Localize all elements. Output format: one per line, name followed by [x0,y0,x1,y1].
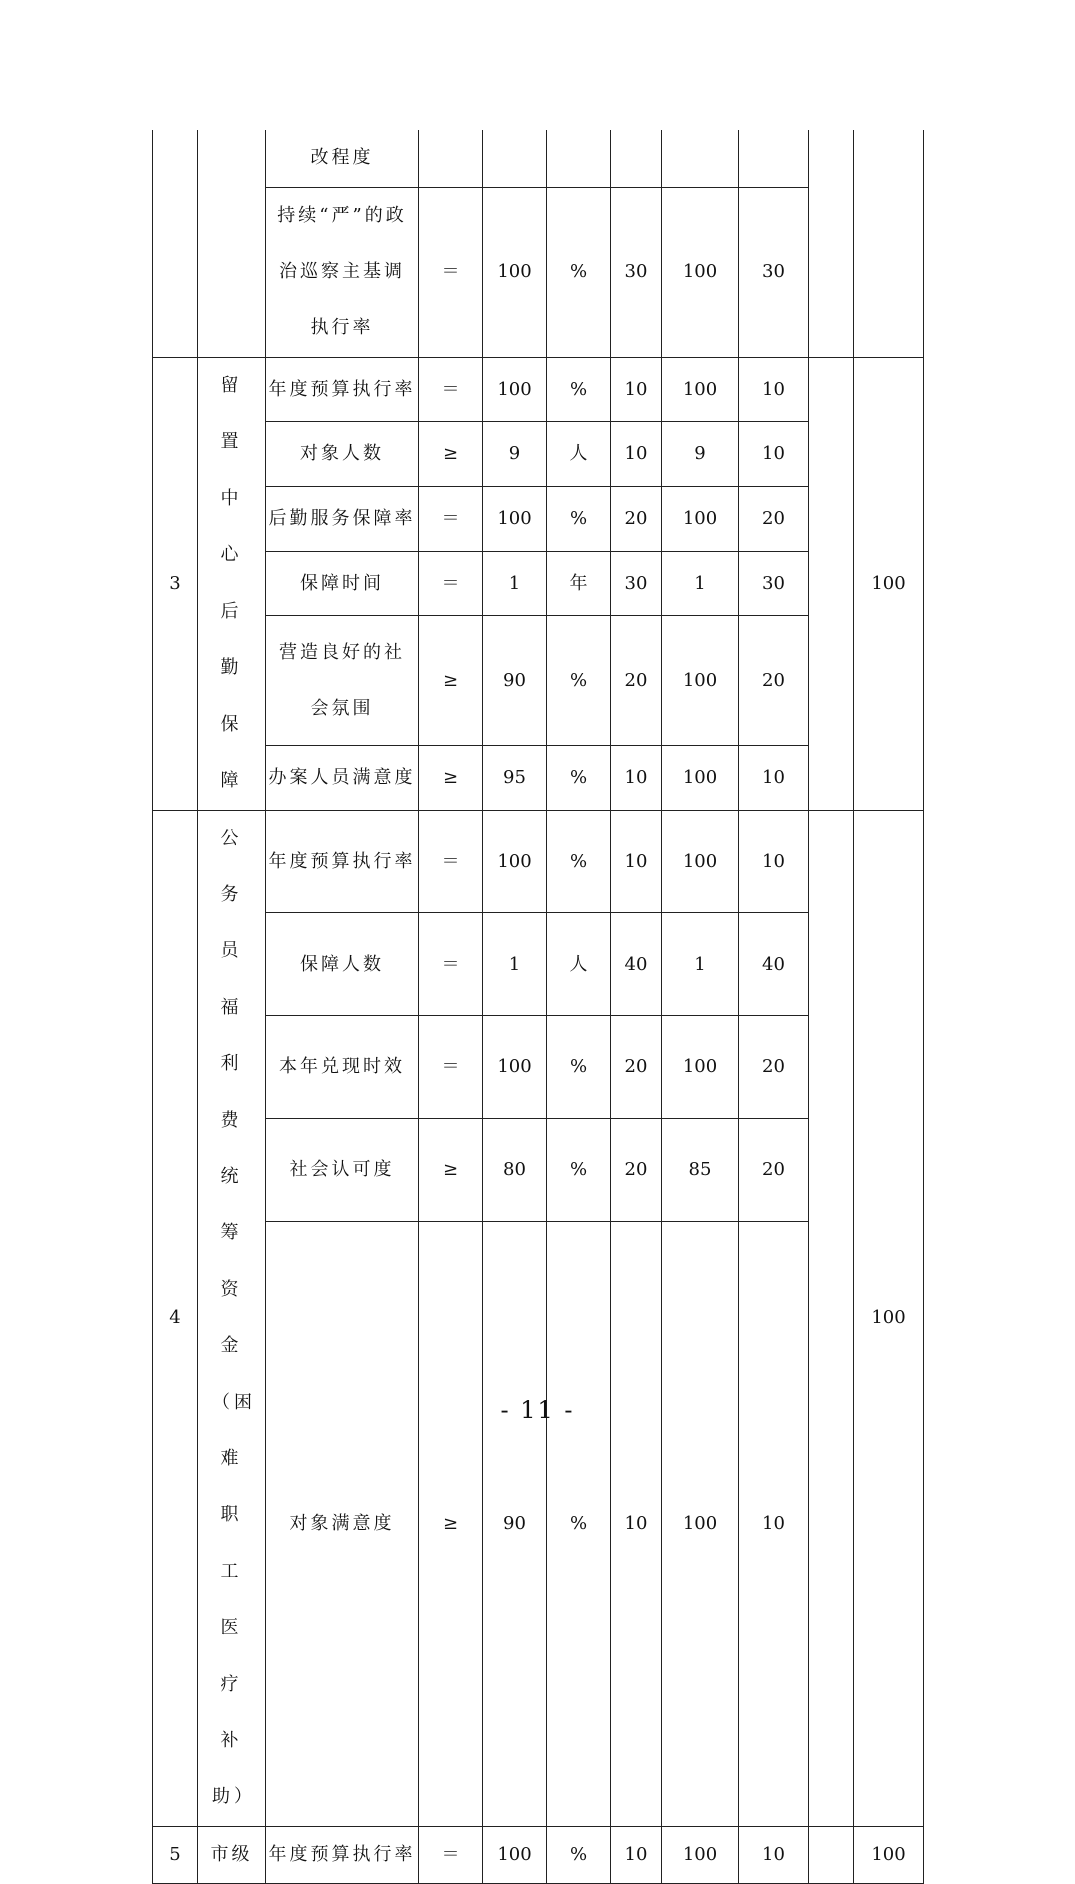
unit-cell: % [547,187,611,357]
score-cell: 10 [739,422,809,487]
unit-cell: % [547,1119,611,1222]
table-row [153,616,924,745]
actual-cell: 85 [662,1119,739,1222]
weight-cell: 20 [611,1016,662,1119]
target-cell: 100 [483,357,547,422]
table-row [153,422,924,487]
score-cell: 10 [739,1826,809,1883]
weight-cell: 20 [611,616,662,745]
indicator-cell: 保障人数 [266,913,419,1016]
table-row [153,486,924,551]
blank-cell [809,1826,854,1883]
actual-cell: 100 [662,616,739,745]
score-cell: 30 [739,187,809,357]
actual-cell [662,130,739,187]
indicator-cell: 办案人员满意度 [266,745,419,810]
weight-cell: 30 [611,187,662,357]
indicator-cell: 对象满意度 [266,1222,419,1827]
indicator-cell: 社会认可度 [266,1119,419,1222]
weight-cell: 10 [611,745,662,810]
actual-cell: 1 [662,913,739,1016]
operator-cell: ＝ [419,551,483,616]
unit-cell: % [547,1016,611,1119]
project-cell [198,810,266,1826]
unit-cell: 人 [547,913,611,1016]
actual-cell: 100 [662,187,739,357]
indicator-cell: 对象人数 [266,422,419,487]
weight-cell: 30 [611,551,662,616]
weight-cell: 10 [611,422,662,487]
serial-cell: 4 [153,810,198,1826]
table-row [153,130,924,187]
target-cell: 90 [483,1222,547,1827]
score-cell: 10 [739,357,809,422]
indicator-cell: 年度预算执行率 [266,1826,419,1883]
actual-cell: 100 [662,1826,739,1883]
unit-cell: % [547,745,611,810]
performance-table-container [152,130,923,1884]
total-cell: 100 [854,810,924,1826]
weight-cell: 10 [611,357,662,422]
target-cell: 100 [483,1016,547,1119]
actual-cell: 100 [662,486,739,551]
table-row [153,745,924,810]
operator-cell [419,130,483,187]
unit-cell: % [547,810,611,913]
indicator-text: 营造良好的社会氛围 [279,641,405,719]
operator-cell: ＝ [419,913,483,1016]
blank-cell [809,357,854,810]
blank-cell [809,130,854,357]
actual-cell: 100 [662,810,739,913]
weight-cell: 10 [611,1826,662,1883]
target-cell: 1 [483,551,547,616]
score-cell: 10 [739,745,809,810]
project-text: 留置中心后勤保障 [220,374,243,791]
indicator-cell: 后勤服务保障率 [266,486,419,551]
operator-cell: ≥ [419,1222,483,1827]
target-cell: 80 [483,1119,547,1222]
serial-cell: 3 [153,357,198,810]
table-row [153,357,924,422]
serial-cell: 5 [153,1826,198,1883]
weight-cell: 10 [611,1222,662,1827]
project-text: 公务员福利费统筹资金（困难职工医疗补助） [212,827,256,1808]
project-cell [198,130,266,357]
score-cell: 40 [739,913,809,1016]
unit-cell: 人 [547,422,611,487]
blank-cell [809,810,854,1826]
score-cell: 20 [739,1119,809,1222]
indicator-cell [266,616,419,745]
indicator-cell: 年度预算执行率 [266,810,419,913]
table-row [153,1016,924,1119]
target-cell: 90 [483,616,547,745]
operator-cell: ＝ [419,357,483,422]
score-cell: 20 [739,1016,809,1119]
actual-cell: 100 [662,1222,739,1827]
indicator-text: 持续“严”的政治巡察主基调执行率 [277,205,407,338]
target-cell [483,130,547,187]
target-cell: 100 [483,1826,547,1883]
operator-cell: ＝ [419,1016,483,1119]
score-cell [739,130,809,187]
page-number: - 11 - [500,1396,575,1424]
target-cell: 100 [483,187,547,357]
serial-cell [153,130,198,357]
target-cell: 1 [483,913,547,1016]
weight-cell [611,130,662,187]
total-cell: 100 [854,357,924,810]
score-cell: 30 [739,551,809,616]
unit-cell: 年 [547,551,611,616]
unit-cell: % [547,1826,611,1883]
table-row [153,187,924,357]
table-row [153,1222,924,1827]
unit-cell [547,130,611,187]
operator-cell: ＝ [419,486,483,551]
actual-cell: 100 [662,1016,739,1119]
unit-cell: % [547,486,611,551]
table-row [153,1119,924,1222]
total-cell: 100 [854,1826,924,1883]
actual-cell: 100 [662,745,739,810]
operator-cell: ≥ [419,616,483,745]
operator-cell: ＝ [419,1826,483,1883]
performance-table [152,130,924,1884]
weight-cell: 10 [611,810,662,913]
unit-cell: % [547,1222,611,1827]
table-row [153,810,924,913]
score-cell: 10 [739,1222,809,1827]
score-cell: 10 [739,810,809,913]
target-cell: 100 [483,486,547,551]
operator-cell: ≥ [419,1119,483,1222]
score-cell: 20 [739,486,809,551]
project-cell: 市级 [198,1826,266,1883]
target-cell: 95 [483,745,547,810]
project-cell [198,357,266,810]
indicator-cell: 本年兑现时效 [266,1016,419,1119]
score-cell: 20 [739,616,809,745]
weight-cell: 40 [611,913,662,1016]
indicator-cell: 改程度 [266,130,419,187]
indicator-cell: 年度预算执行率 [266,357,419,422]
weight-cell: 20 [611,1119,662,1222]
operator-cell: ＝ [419,810,483,913]
table-row [153,913,924,1016]
table-row [153,1826,924,1883]
operator-cell: ≥ [419,422,483,487]
operator-cell: ≥ [419,745,483,810]
actual-cell: 100 [662,357,739,422]
total-cell [854,130,924,357]
indicator-cell [266,187,419,357]
unit-cell: % [547,616,611,745]
table-row [153,551,924,616]
actual-cell: 1 [662,551,739,616]
target-cell: 9 [483,422,547,487]
weight-cell: 20 [611,486,662,551]
actual-cell: 9 [662,422,739,487]
indicator-cell: 保障时间 [266,551,419,616]
unit-cell: % [547,357,611,422]
target-cell: 100 [483,810,547,913]
operator-cell: ＝ [419,187,483,357]
